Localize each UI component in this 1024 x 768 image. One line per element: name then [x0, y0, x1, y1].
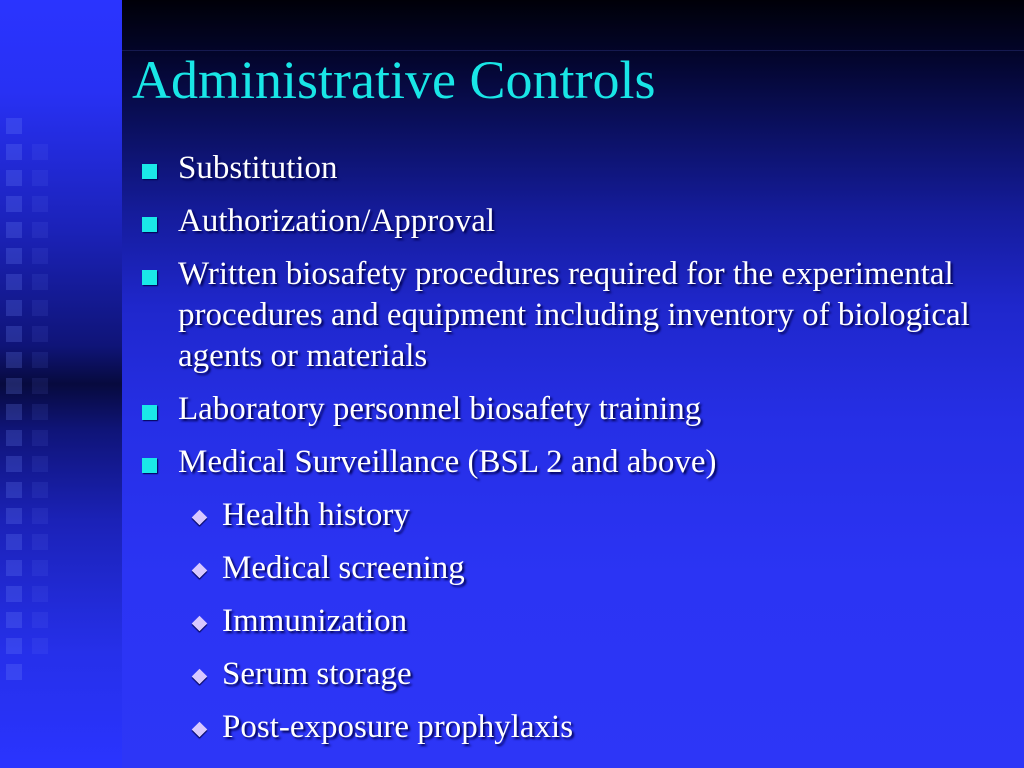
- bullet-text: Medical Surveillance (BSL 2 and above): [178, 444, 717, 480]
- sub-bullet-text: Post-exposure prophylaxis: [222, 709, 574, 745]
- sub-bullet-item: [140, 707, 1010, 748]
- bullet-item: [140, 442, 1010, 483]
- square-bullet-icon: [142, 270, 157, 285]
- diamond-bullet-icon: [192, 510, 208, 526]
- slide-title: Administrative Controls: [132, 50, 656, 110]
- bullet-item: [140, 148, 1010, 189]
- square-bullet-icon: [142, 164, 157, 179]
- decorative-squares: [6, 118, 26, 690]
- bullet-text: Written biosafety procedures required for the experimental procedures and equipment including inventory of biological agents or materials: [178, 256, 970, 374]
- sub-bullet-item: [140, 654, 1010, 695]
- bullet-text: Laboratory personnel biosafety training: [178, 391, 702, 427]
- decorative-squares-faint: [32, 144, 52, 664]
- sub-bullet-item: [140, 548, 1010, 589]
- square-bullet-icon: [142, 405, 157, 420]
- bullet-item: [140, 389, 1010, 430]
- sub-bullet-text: Health history: [222, 497, 410, 533]
- bullet-text: Substitution: [178, 150, 338, 186]
- square-bullet-icon: [142, 217, 157, 232]
- diamond-bullet-icon: [192, 722, 208, 738]
- bullet-item: [140, 201, 1010, 242]
- sub-bullet-text: Immunization: [222, 603, 408, 639]
- sub-bullet-item: [140, 601, 1010, 642]
- square-bullet-icon: [142, 458, 157, 473]
- bullet-item: [140, 254, 1010, 377]
- diamond-bullet-icon: [192, 563, 208, 579]
- decorative-left-strip: [0, 0, 122, 768]
- sub-bullet-text: Medical screening: [222, 550, 465, 586]
- bullet-text: Authorization/Approval: [178, 203, 496, 239]
- diamond-bullet-icon: [192, 669, 208, 685]
- diamond-bullet-icon: [192, 616, 208, 632]
- sub-bullet-item: [140, 495, 1010, 536]
- sub-bullet-text: Serum storage: [222, 656, 412, 692]
- bullet-list: [140, 148, 1010, 760]
